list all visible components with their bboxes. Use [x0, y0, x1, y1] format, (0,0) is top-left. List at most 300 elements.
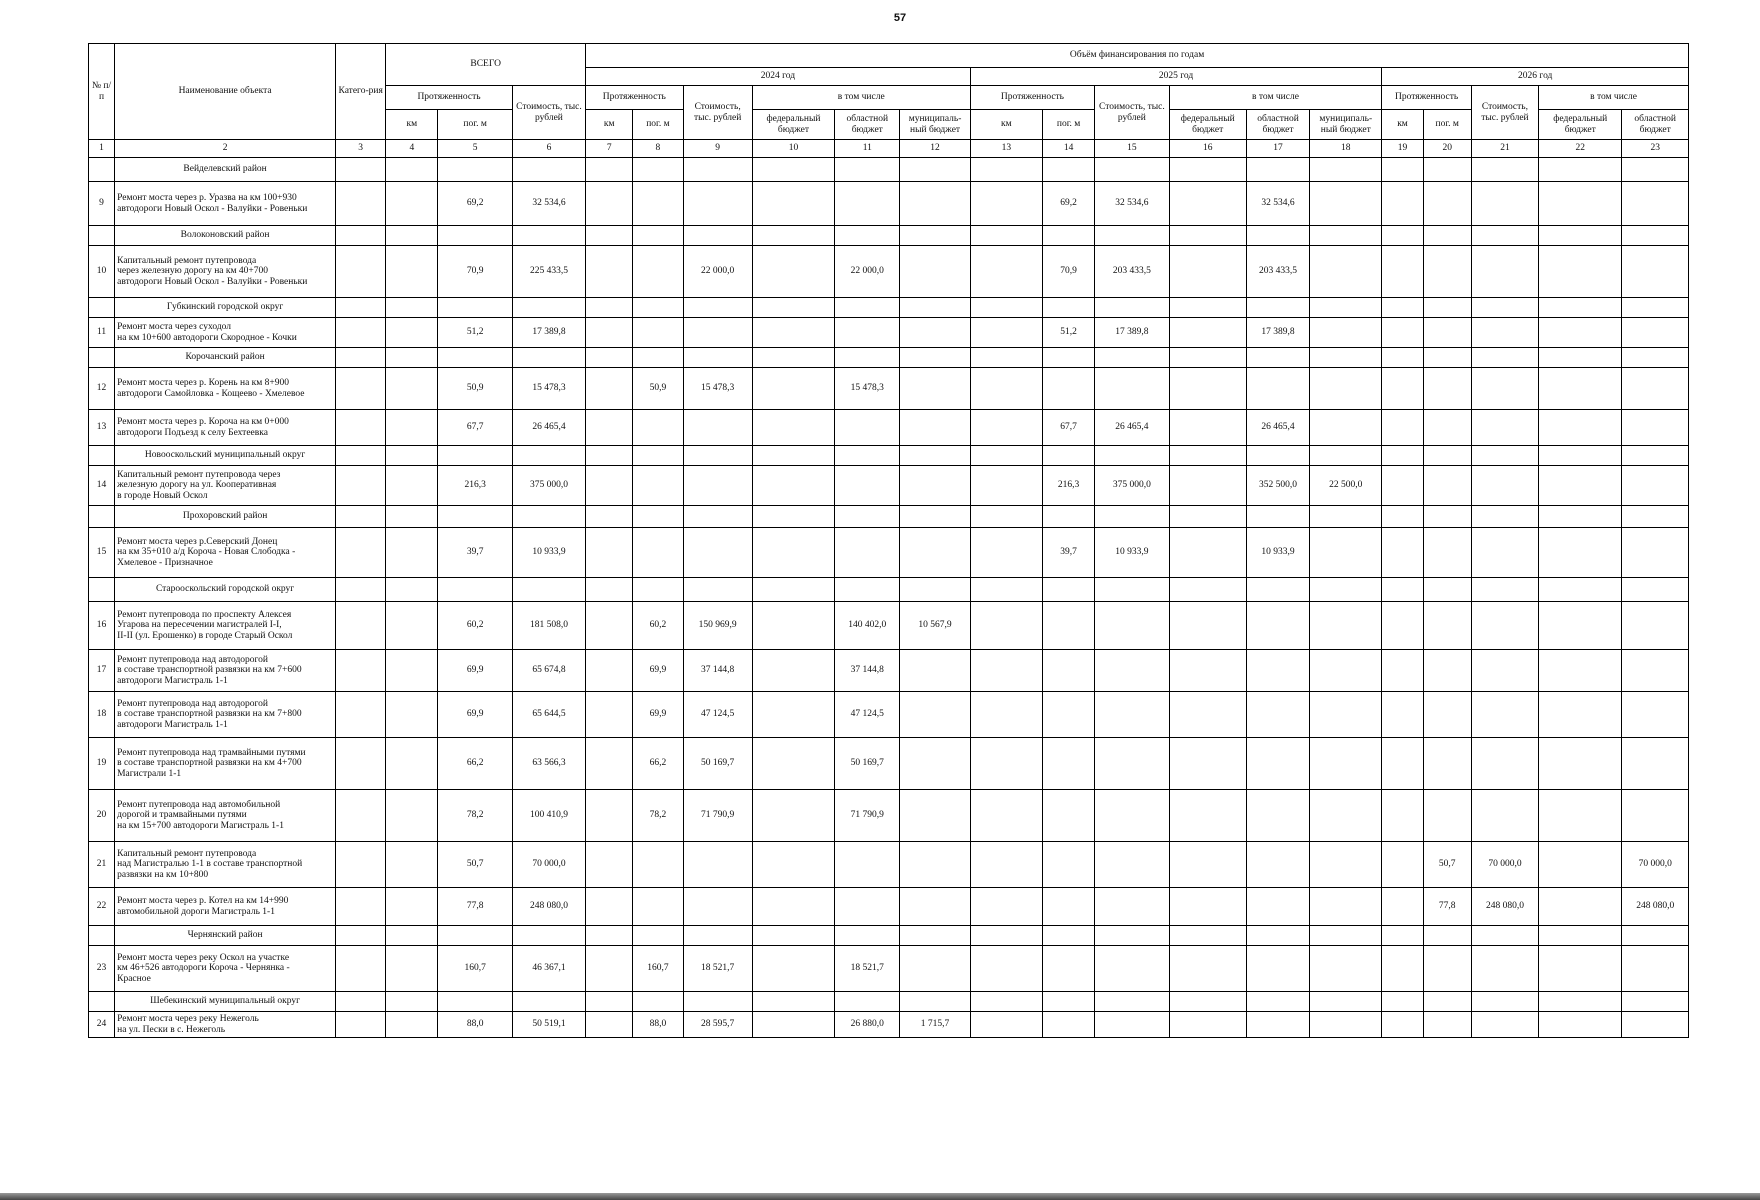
- empty-cell: [835, 226, 900, 246]
- empty-cell: [586, 348, 633, 368]
- empty-cell: [683, 506, 752, 528]
- empty-cell: [1423, 992, 1471, 1012]
- value-cell: [1622, 650, 1689, 692]
- value-cell: [1622, 182, 1689, 226]
- empty-cell: [752, 348, 834, 368]
- empty-cell: [1539, 348, 1622, 368]
- district-row-no: [89, 226, 115, 246]
- header-year-2025: 2025 год: [970, 68, 1382, 86]
- value-cell: [970, 368, 1042, 410]
- value-cell: [386, 602, 438, 650]
- value-cell: [1095, 946, 1169, 992]
- value-cell: [835, 410, 900, 446]
- value-cell: [1095, 1012, 1169, 1038]
- value-cell: [1169, 842, 1246, 888]
- header-2025-km: км: [970, 110, 1042, 140]
- document-table-wrapper: [88, 43, 1689, 1038]
- empty-cell: [1471, 992, 1538, 1012]
- value-cell: [1095, 650, 1169, 692]
- object-name: Капитальный ремонт путепровода через железную дорогу на ул. Кооперативная в городе Новый Оскол: [115, 466, 336, 506]
- value-cell: [1169, 946, 1246, 992]
- value-cell: [1043, 888, 1095, 926]
- empty-cell: [633, 506, 683, 528]
- column-number: 12: [900, 140, 970, 158]
- district-row: [89, 348, 1689, 368]
- value-cell: [900, 410, 970, 446]
- empty-cell: [1095, 992, 1169, 1012]
- table-row: [89, 888, 1689, 926]
- value-cell: [752, 790, 834, 842]
- header-year-2024: 2024 год: [586, 68, 971, 86]
- empty-cell: [336, 226, 386, 246]
- value-cell: [1043, 692, 1095, 738]
- empty-cell: [438, 992, 512, 1012]
- value-cell: [752, 602, 834, 650]
- empty-cell: [683, 578, 752, 602]
- column-number: 16: [1169, 140, 1246, 158]
- empty-cell: [386, 348, 438, 368]
- district-row: [89, 926, 1689, 946]
- value-cell: [1622, 318, 1689, 348]
- header-2024-municipal: муниципаль-ный бюджет: [900, 110, 970, 140]
- value-cell: [633, 246, 683, 298]
- object-name: Ремонт моста через р. Уразва на км 100+930 автодороги Новый Оскол - Валуйки - Ровеньки: [115, 182, 336, 226]
- empty-cell: [1169, 506, 1246, 528]
- object-name: Ремонт моста через реку Оскол на участке км 46+526 автодороги Короча - Чернянка - Красное: [115, 946, 336, 992]
- value-cell: [386, 692, 438, 738]
- value-cell: [386, 650, 438, 692]
- value-cell: [1539, 466, 1622, 506]
- empty-cell: [1246, 506, 1309, 528]
- value-cell: 78,2: [633, 790, 683, 842]
- empty-cell: [1246, 158, 1309, 182]
- empty-cell: [683, 158, 752, 182]
- value-cell: [1423, 1012, 1471, 1038]
- column-number: 13: [970, 140, 1042, 158]
- value-cell: [336, 466, 386, 506]
- district-row: [89, 446, 1689, 466]
- value-cell: [1095, 790, 1169, 842]
- district-row-no: [89, 298, 115, 318]
- empty-cell: [512, 348, 585, 368]
- empty-cell: [633, 926, 683, 946]
- district-name: Корочанский район: [115, 348, 336, 368]
- value-cell: [586, 318, 633, 348]
- empty-cell: [1043, 992, 1095, 1012]
- empty-cell: [835, 298, 900, 318]
- empty-cell: [835, 992, 900, 1012]
- table-row: [89, 182, 1689, 226]
- empty-cell: [1246, 926, 1309, 946]
- column-number: 17: [1246, 140, 1309, 158]
- column-number: 10: [752, 140, 834, 158]
- value-cell: [752, 368, 834, 410]
- value-cell: [1169, 650, 1246, 692]
- empty-cell: [438, 926, 512, 946]
- district-row: [89, 158, 1689, 182]
- value-cell: [1310, 528, 1382, 578]
- empty-cell: [683, 992, 752, 1012]
- empty-cell: [1471, 298, 1538, 318]
- value-cell: [586, 888, 633, 926]
- empty-cell: [1043, 158, 1095, 182]
- value-cell: [586, 466, 633, 506]
- empty-cell: [752, 578, 834, 602]
- object-name: Капитальный ремонт путепровода над Магистралью 1-1 в составе транспортной развязки на км 10+800: [115, 842, 336, 888]
- value-cell: [386, 738, 438, 790]
- value-cell: 39,7: [1043, 528, 1095, 578]
- value-cell: 50,7: [438, 842, 512, 888]
- value-cell: 46 367,1: [512, 946, 585, 992]
- value-cell: [1539, 888, 1622, 926]
- value-cell: [1471, 946, 1538, 992]
- value-cell: [336, 738, 386, 790]
- value-cell: [1471, 410, 1538, 446]
- value-cell: [1246, 888, 1309, 926]
- empty-cell: [1310, 158, 1382, 182]
- value-cell: [1310, 650, 1382, 692]
- column-number: 3: [336, 140, 386, 158]
- row-number: 17: [89, 650, 115, 692]
- empty-cell: [512, 992, 585, 1012]
- value-cell: [386, 318, 438, 348]
- empty-cell: [752, 226, 834, 246]
- empty-cell: [633, 348, 683, 368]
- value-cell: [1246, 738, 1309, 790]
- empty-cell: [386, 992, 438, 1012]
- header-2024-length: Протяженность: [586, 86, 683, 110]
- value-cell: [1622, 1012, 1689, 1038]
- value-cell: 18 521,7: [835, 946, 900, 992]
- empty-cell: [835, 578, 900, 602]
- value-cell: [633, 528, 683, 578]
- value-cell: [970, 1012, 1042, 1038]
- district-row-no: [89, 578, 115, 602]
- value-cell: [586, 1012, 633, 1038]
- empty-cell: [1423, 226, 1471, 246]
- value-cell: [1539, 842, 1622, 888]
- empty-cell: [835, 348, 900, 368]
- value-cell: [752, 182, 834, 226]
- empty-cell: [1246, 226, 1309, 246]
- object-name: Ремонт путепровода по проспекту Алексея Угарова на пересечении магистралей I-I, II-II (ул. Ерошенко) в городе Старый Оскол: [115, 602, 336, 650]
- value-cell: [900, 182, 970, 226]
- value-cell: 47 124,5: [835, 692, 900, 738]
- value-cell: [1622, 410, 1689, 446]
- empty-cell: [1622, 298, 1689, 318]
- object-name: Капитальный ремонт путепровода через железную дорогу на км 40+700 автодороги Новый Оскол - Валуйки - Ровеньки: [115, 246, 336, 298]
- value-cell: [1169, 1012, 1246, 1038]
- empty-cell: [1095, 578, 1169, 602]
- empty-cell: [512, 158, 585, 182]
- value-cell: [1423, 602, 1471, 650]
- value-cell: [970, 692, 1042, 738]
- value-cell: 352 500,0: [1246, 466, 1309, 506]
- value-cell: [1471, 602, 1538, 650]
- empty-cell: [1095, 226, 1169, 246]
- value-cell: 248 080,0: [1471, 888, 1538, 926]
- empty-cell: [586, 446, 633, 466]
- value-cell: [586, 738, 633, 790]
- header-2024-federal: федеральный бюджет: [752, 110, 834, 140]
- empty-cell: [1539, 578, 1622, 602]
- empty-cell: [336, 506, 386, 528]
- value-cell: [1169, 182, 1246, 226]
- empty-cell: [900, 992, 970, 1012]
- empty-cell: [336, 348, 386, 368]
- value-cell: [386, 528, 438, 578]
- value-cell: [586, 368, 633, 410]
- header-2025-including: в том числе: [1169, 86, 1382, 110]
- empty-cell: [633, 578, 683, 602]
- value-cell: [1539, 1012, 1622, 1038]
- value-cell: [900, 466, 970, 506]
- table-row: [89, 790, 1689, 842]
- empty-cell: [1539, 298, 1622, 318]
- value-cell: 26 880,0: [835, 1012, 900, 1038]
- value-cell: 77,8: [1423, 888, 1471, 926]
- row-number: 20: [89, 790, 115, 842]
- value-cell: [1622, 466, 1689, 506]
- empty-cell: [900, 226, 970, 246]
- value-cell: [1382, 738, 1423, 790]
- value-cell: [970, 318, 1042, 348]
- value-cell: [1471, 738, 1538, 790]
- empty-cell: [438, 298, 512, 318]
- empty-cell: [970, 298, 1042, 318]
- empty-cell: [1471, 578, 1538, 602]
- value-cell: 181 508,0: [512, 602, 585, 650]
- header-total-cost: Стоимость, тыс. рублей: [512, 86, 585, 140]
- empty-cell: [586, 578, 633, 602]
- value-cell: [970, 888, 1042, 926]
- value-cell: 15 478,3: [835, 368, 900, 410]
- object-name: Ремонт путепровода над автодорогой в составе транспортной развязки на км 7+800 автодороги Магистраль 1-1: [115, 692, 336, 738]
- empty-cell: [1043, 506, 1095, 528]
- column-number: 5: [438, 140, 512, 158]
- header-2026-federal: федеральный бюджет: [1539, 110, 1622, 140]
- empty-cell: [1095, 298, 1169, 318]
- value-cell: [1246, 650, 1309, 692]
- empty-cell: [1382, 446, 1423, 466]
- empty-cell: [970, 158, 1042, 182]
- empty-cell: [1310, 578, 1382, 602]
- empty-cell: [386, 926, 438, 946]
- empty-cell: [1095, 506, 1169, 528]
- empty-cell: [970, 226, 1042, 246]
- value-cell: [835, 318, 900, 348]
- table-row: [89, 368, 1689, 410]
- empty-cell: [970, 926, 1042, 946]
- value-cell: [336, 1012, 386, 1038]
- value-cell: [970, 182, 1042, 226]
- value-cell: [1095, 692, 1169, 738]
- value-cell: [1471, 528, 1538, 578]
- header-2025-length: Протяженность: [970, 86, 1095, 110]
- value-cell: [1382, 182, 1423, 226]
- table-row: [89, 246, 1689, 298]
- empty-cell: [1382, 348, 1423, 368]
- value-cell: [752, 410, 834, 446]
- empty-cell: [835, 506, 900, 528]
- empty-cell: [1382, 926, 1423, 946]
- value-cell: [1539, 246, 1622, 298]
- value-cell: 32 534,6: [1246, 182, 1309, 226]
- value-cell: [1382, 368, 1423, 410]
- value-cell: [1622, 528, 1689, 578]
- value-cell: [1423, 368, 1471, 410]
- value-cell: [1382, 246, 1423, 298]
- empty-cell: [970, 506, 1042, 528]
- value-cell: [386, 410, 438, 446]
- empty-cell: [1169, 926, 1246, 946]
- value-cell: [1169, 692, 1246, 738]
- value-cell: [1310, 946, 1382, 992]
- value-cell: [1382, 1012, 1423, 1038]
- empty-cell: [1539, 446, 1622, 466]
- value-cell: [1622, 790, 1689, 842]
- empty-cell: [586, 926, 633, 946]
- value-cell: [683, 842, 752, 888]
- value-cell: [336, 946, 386, 992]
- value-cell: 17 389,8: [1246, 318, 1309, 348]
- empty-cell: [752, 926, 834, 946]
- empty-cell: [438, 446, 512, 466]
- value-cell: [1423, 466, 1471, 506]
- value-cell: 65 674,8: [512, 650, 585, 692]
- empty-cell: [386, 158, 438, 182]
- empty-cell: [1043, 226, 1095, 246]
- value-cell: [1423, 738, 1471, 790]
- value-cell: 70 000,0: [512, 842, 585, 888]
- empty-cell: [1471, 506, 1538, 528]
- value-cell: [1095, 368, 1169, 410]
- empty-cell: [586, 506, 633, 528]
- header-2024-including: в том числе: [752, 86, 970, 110]
- value-cell: [586, 842, 633, 888]
- value-cell: 50 519,1: [512, 1012, 585, 1038]
- district-row-no: [89, 926, 115, 946]
- value-cell: [1622, 946, 1689, 992]
- value-cell: [970, 738, 1042, 790]
- value-cell: [1246, 842, 1309, 888]
- value-cell: [1310, 1012, 1382, 1038]
- empty-cell: [336, 298, 386, 318]
- empty-cell: [1169, 158, 1246, 182]
- object-name: Ремонт моста через реку Нежеголь на ул. Пески в с. Нежеголь: [115, 1012, 336, 1038]
- value-cell: [752, 1012, 834, 1038]
- value-cell: [1310, 410, 1382, 446]
- value-cell: [900, 692, 970, 738]
- header-2026-pogm: пог. м: [1423, 110, 1471, 140]
- empty-cell: [1169, 298, 1246, 318]
- value-cell: [1043, 1012, 1095, 1038]
- empty-cell: [1539, 158, 1622, 182]
- value-cell: [683, 182, 752, 226]
- row-number: 13: [89, 410, 115, 446]
- empty-cell: [1043, 578, 1095, 602]
- value-cell: [1169, 368, 1246, 410]
- value-cell: 69,9: [438, 692, 512, 738]
- header-2025-regional: областной бюджет: [1246, 110, 1309, 140]
- table-row: [89, 650, 1689, 692]
- column-number: 7: [586, 140, 633, 158]
- row-number: 14: [89, 466, 115, 506]
- value-cell: [900, 888, 970, 926]
- value-cell: 50,9: [633, 368, 683, 410]
- value-cell: 67,7: [438, 410, 512, 446]
- empty-cell: [1310, 446, 1382, 466]
- value-cell: [1382, 842, 1423, 888]
- value-cell: 18 521,7: [683, 946, 752, 992]
- value-cell: [1043, 946, 1095, 992]
- empty-cell: [1471, 926, 1538, 946]
- value-cell: 51,2: [1043, 318, 1095, 348]
- empty-cell: [1622, 992, 1689, 1012]
- empty-cell: [1382, 226, 1423, 246]
- empty-cell: [1246, 446, 1309, 466]
- value-cell: [336, 528, 386, 578]
- value-cell: 248 080,0: [512, 888, 585, 926]
- value-cell: [1310, 602, 1382, 650]
- empty-cell: [1310, 926, 1382, 946]
- value-cell: 65 644,5: [512, 692, 585, 738]
- column-number: 14: [1043, 140, 1095, 158]
- value-cell: [752, 318, 834, 348]
- value-cell: [1539, 946, 1622, 992]
- empty-cell: [438, 226, 512, 246]
- value-cell: [1539, 182, 1622, 226]
- value-cell: 70 000,0: [1471, 842, 1538, 888]
- value-cell: [586, 602, 633, 650]
- value-cell: [1095, 842, 1169, 888]
- empty-cell: [1471, 158, 1538, 182]
- value-cell: [1246, 602, 1309, 650]
- header-name: Наименование объекта: [115, 44, 336, 140]
- value-cell: [970, 410, 1042, 446]
- value-cell: [752, 692, 834, 738]
- empty-cell: [1310, 226, 1382, 246]
- district-name: Новооскольский муниципальный округ: [115, 446, 336, 466]
- empty-cell: [970, 992, 1042, 1012]
- value-cell: [1423, 946, 1471, 992]
- empty-cell: [1622, 348, 1689, 368]
- header-total-km: км: [386, 110, 438, 140]
- empty-cell: [336, 158, 386, 182]
- value-cell: [1095, 602, 1169, 650]
- column-number: 19: [1382, 140, 1423, 158]
- value-cell: [336, 246, 386, 298]
- empty-cell: [386, 506, 438, 528]
- table-row: [89, 528, 1689, 578]
- value-cell: [683, 410, 752, 446]
- empty-cell: [1622, 226, 1689, 246]
- empty-cell: [1423, 446, 1471, 466]
- value-cell: [336, 650, 386, 692]
- empty-cell: [1423, 578, 1471, 602]
- value-cell: [752, 842, 834, 888]
- value-cell: 63 566,3: [512, 738, 585, 790]
- value-cell: 10 567,9: [900, 602, 970, 650]
- value-cell: [586, 790, 633, 842]
- value-cell: 216,3: [1043, 466, 1095, 506]
- value-cell: 78,2: [438, 790, 512, 842]
- value-cell: 26 465,4: [1246, 410, 1309, 446]
- value-cell: [586, 182, 633, 226]
- value-cell: 22 500,0: [1310, 466, 1382, 506]
- value-cell: [1471, 318, 1538, 348]
- table-row: [89, 692, 1689, 738]
